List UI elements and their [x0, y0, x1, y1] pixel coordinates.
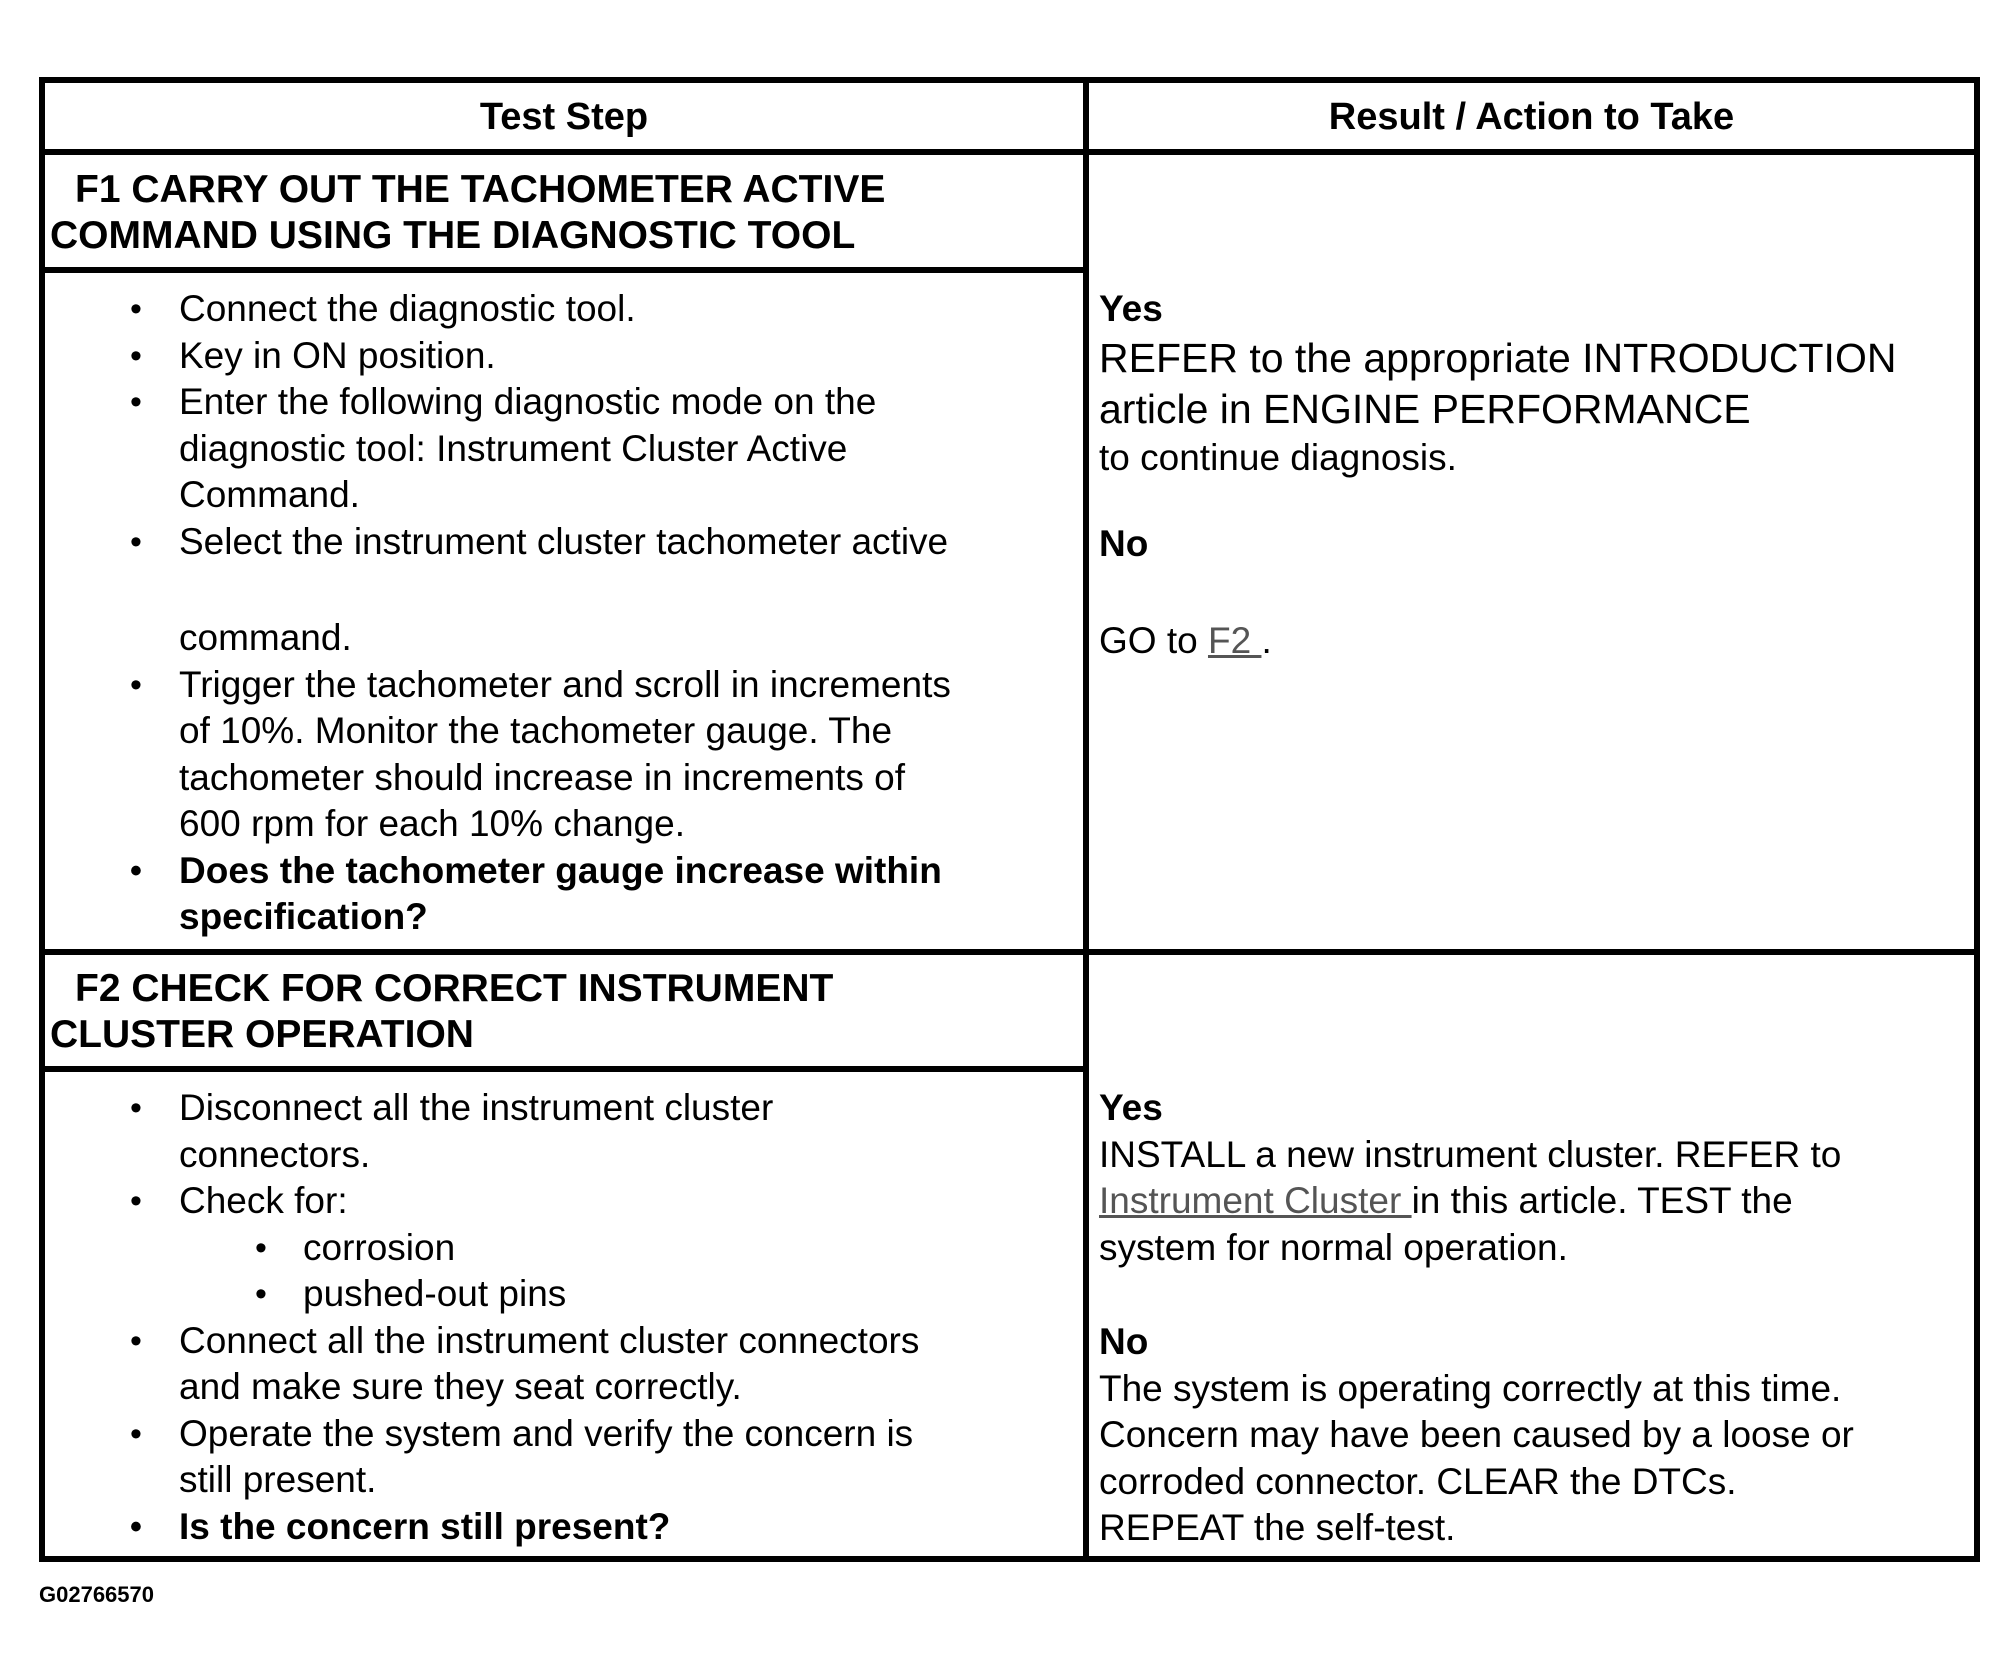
f1-yes-line1: REFER to the appropriate INTRODUCTION	[1099, 334, 1897, 381]
header-test-step: Test Step	[479, 96, 649, 138]
f2-steps	[45, 1085, 1080, 1550]
header-result-action: Result / Action to Take	[1328, 96, 1735, 138]
f2-title	[50, 966, 1075, 1058]
f2-yes-label: Yes	[1099, 1087, 1163, 1128]
f2-step-check-for: • Check for:	[45, 1178, 1080, 1225]
f1-step-key-on: • Key in ON position.	[45, 333, 1080, 380]
f2-no-label: No	[1099, 1321, 1149, 1362]
f2-no-line3: corroded connector. CLEAR the DTCs.	[1099, 1460, 1737, 1502]
f2-yes-line1: INSTALL a new instrument cluster. REFER to	[1099, 1133, 1842, 1175]
f2-step-operate: • Operate the system and verify the concern is still present.	[45, 1411, 1080, 1504]
f2-title-divider	[39, 1066, 1089, 1072]
f2-substep-corrosion: • corrosion	[45, 1225, 1080, 1272]
f1-no-action: GO to F2 .	[1099, 619, 1272, 661]
f1-step-enter-mode: • Enter the following diagnostic mode on the diagnostic tool: Instrument Cluster Active Command.	[45, 379, 1080, 519]
f1-no-label: No	[1099, 523, 1149, 564]
f2-question: • Is the concern still present?	[45, 1504, 1080, 1551]
f2-title-line2: CLUSTER OPERATION	[50, 1013, 474, 1056]
f2-no-line2: Concern may have been caused by a loose or	[1099, 1414, 1854, 1455]
f1-steps	[45, 286, 1080, 941]
f1-title-divider	[39, 267, 1089, 273]
f2-yes-line3: system for normal operation.	[1099, 1226, 1568, 1268]
f2-step-disconnect: • Disconnect all the instrument cluster connectors.	[45, 1085, 1080, 1178]
f1-yes-line3: to continue diagnosis.	[1099, 436, 1457, 478]
f1-title-line2: COMMAND USING THE DIAGNOSTIC TOOL	[50, 214, 856, 257]
f2-step-reconnect: • Connect all the instrument cluster connectors and make sure they seat correctly.	[45, 1318, 1080, 1411]
f2-yes-line2: Instrument Cluster in this article. TEST the	[1099, 1180, 1793, 1221]
f1-result	[1099, 286, 1979, 664]
f1-step-trigger-tachometer: • Trigger the tachometer and scroll in increments of 10%. Monitor the tachometer gauge. The tachometer should increase in increments of 600 rpm for each 10% change.	[45, 662, 1080, 848]
f2-title-line1: F2 CHECK FOR CORRECT INSTRUMENT	[75, 967, 834, 1010]
section-divider	[39, 949, 1980, 955]
f1-question: • Does the tachometer gauge increase within specification?	[45, 848, 1080, 941]
f1-step-select-command: • Select the instrument cluster tachometer active command.	[45, 519, 1080, 662]
column-divider	[1083, 77, 1089, 1562]
f1-title-line1: F1 CARRY OUT THE TACHOMETER ACTIVE	[75, 168, 886, 211]
f2-no-line1: The system is operating correctly at this time.	[1099, 1367, 1842, 1409]
f2-no-line4: REPEAT the self-test.	[1099, 1507, 1456, 1548]
instrument-cluster-link[interactable]: Instrument Cluster	[1099, 1180, 1412, 1221]
figure-id: G02766570	[39, 1582, 154, 1607]
f1-title	[50, 167, 1075, 259]
f1-yes-label: Yes	[1099, 288, 1163, 329]
f1-yes-line2: article in ENGINE PERFORMANCE	[1099, 385, 1751, 432]
f2-result	[1099, 1085, 1979, 1552]
f1-step-connect-tool: • Connect the diagnostic tool.	[45, 286, 1080, 333]
f2-link[interactable]: F2	[1207, 619, 1262, 661]
f2-substep-pushed-out-pins: • pushed-out pins	[45, 1271, 1080, 1318]
